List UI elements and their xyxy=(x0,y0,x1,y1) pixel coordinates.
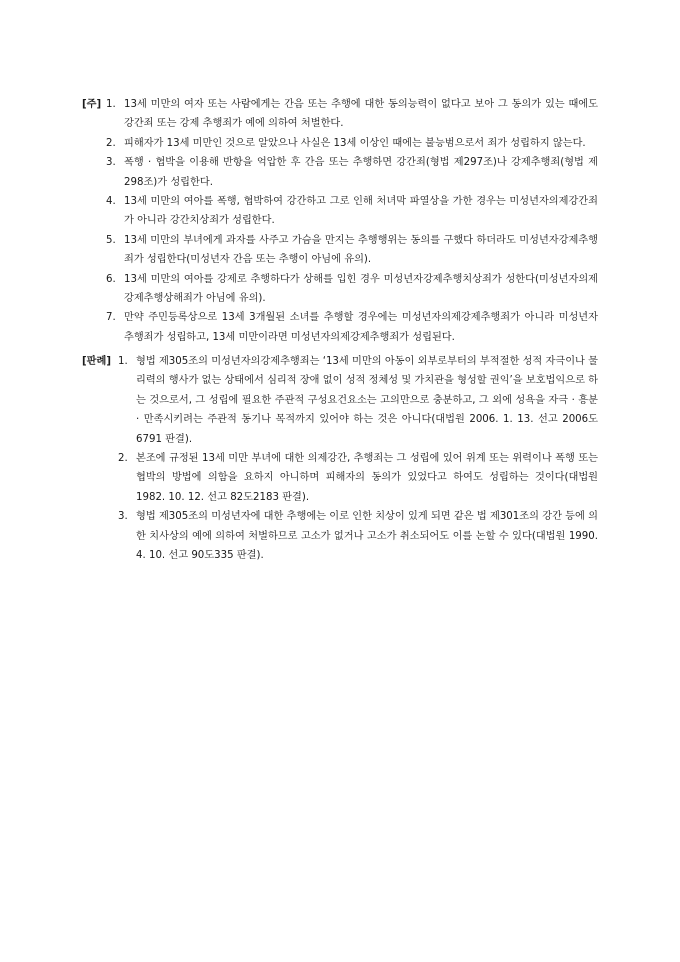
note-item xyxy=(106,270,598,309)
note-number: 7. xyxy=(106,312,116,324)
note-item xyxy=(106,308,598,347)
notes-label: [주] xyxy=(82,99,102,110)
cases-label: [판례] xyxy=(82,356,111,367)
note-text: 폭행 · 협박을 이용해 반항을 억압한 후 간음 또는 추행하면 강간죄(형법 제297조)나 강제추행죄(형법 제298조)가 성립한다. xyxy=(124,157,598,188)
case-text: 형법 제305조의 미성년자의강제추행죄는 ‘13세 미만의 아동이 외부로부터의 부적절한 성적 자극이나 물리력의 행사가 없는 상태에서 심리적 장애 없이 성적 정체성 및 가치관을 형성할 권익’을 보호법익으로 하는 것으로서, 그 성립에 필요한 주관적 구성요건요소는 고의만으로 충분하고, 그 외에 성욕을 자극 · 흥분 · 만족시키려는 주관적 동기나 목적까지 있어야 하는 것은 아니다(대법원 2006. 1. 13. 선고 2006도6791 판결). xyxy=(136,356,598,445)
note-text: 13세 미만의 여아를 폭행, 협박하여 강간하고 그로 인해 처녀막 파열상을 가한 경우는 미성년자의제강간죄가 아니라 강간치상죄가 성립한다. xyxy=(124,196,598,227)
note-number: 5. xyxy=(106,234,116,246)
note-number: 6. xyxy=(106,273,116,285)
note-number: 1. xyxy=(106,99,116,110)
case-text: 형법 제305조의 미성년자에 대한 추행에는 이로 인한 치상이 있게 되면 같은 법 제301조의 강간 등에 의한 치사상의 예에 의하여 처벌하므로 고소가 없거나 고소가 취소되어도 이를 논할 수 있다(대법원 1990. 4. 10. 선고 90도335 판결). xyxy=(136,511,598,562)
case-number: 2. xyxy=(118,453,128,465)
note-number: 2. xyxy=(106,137,116,149)
notes-section xyxy=(0,95,680,347)
case-number: 3. xyxy=(118,511,128,523)
note-item xyxy=(106,153,598,192)
note-item xyxy=(106,134,598,153)
note-text: 만약 주민등록상으로 13세 3개월된 소녀를 추행할 경우에는 미성년자의제강제추행죄가 아니라 미성년자 추행죄가 성립하고, 13세 미만이라면 미성년자의제강제추행죄가 성립된다. xyxy=(124,312,598,343)
note-item xyxy=(106,231,598,270)
note-number: 3. xyxy=(106,157,116,169)
note-text: 13세 미만의 여아를 강제로 추행하다가 상해를 입힌 경우 미성년자강제추행치상죄가 성한다(미성년자의제강제추행상해죄가 아님에 유의). xyxy=(124,273,598,305)
note-number: 4. xyxy=(106,196,116,208)
note-text: 13세 미만의 여자 또는 사람에게는 간음 또는 추행에 대한 동의능력이 없다고 보아 그 동의가 있는 때에도 강간죄 또는 강제 추행죄가 예에 의하여 처벌한다. xyxy=(124,99,598,130)
cases-section xyxy=(0,352,680,565)
case-number: 1. xyxy=(118,356,128,367)
note-text: 13세 미만의 부녀에게 과자를 사주고 가슴을 만지는 추행행위는 동의를 구했다 하더라도 미성년자강제추행죄가 성립한다(미성년자 간음 또는 추행이 아님에 유의). xyxy=(124,234,598,266)
note-text: 피해자가 13세 미만인 것으로 알았으나 사실은 13세 이상인 때에는 불능범으로서 죄가 성립하지 않는다. xyxy=(124,137,586,149)
case-item xyxy=(118,507,598,565)
case-text: 본조에 규정된 13세 미만 부녀에 대한 의제강간, 추행죄는 그 성립에 있어 위계 또는 위력이나 폭행 또는 협박의 방법에 의함을 요하지 아니하며 피해자의 동의가 있었다고 하여도 성립하는 것이다(대법원 1982. 10. 12. 선고 82도2183 판결). xyxy=(136,453,598,503)
note-item xyxy=(106,192,598,231)
case-item xyxy=(118,352,598,449)
case-item xyxy=(118,449,598,507)
note-item xyxy=(106,95,598,134)
